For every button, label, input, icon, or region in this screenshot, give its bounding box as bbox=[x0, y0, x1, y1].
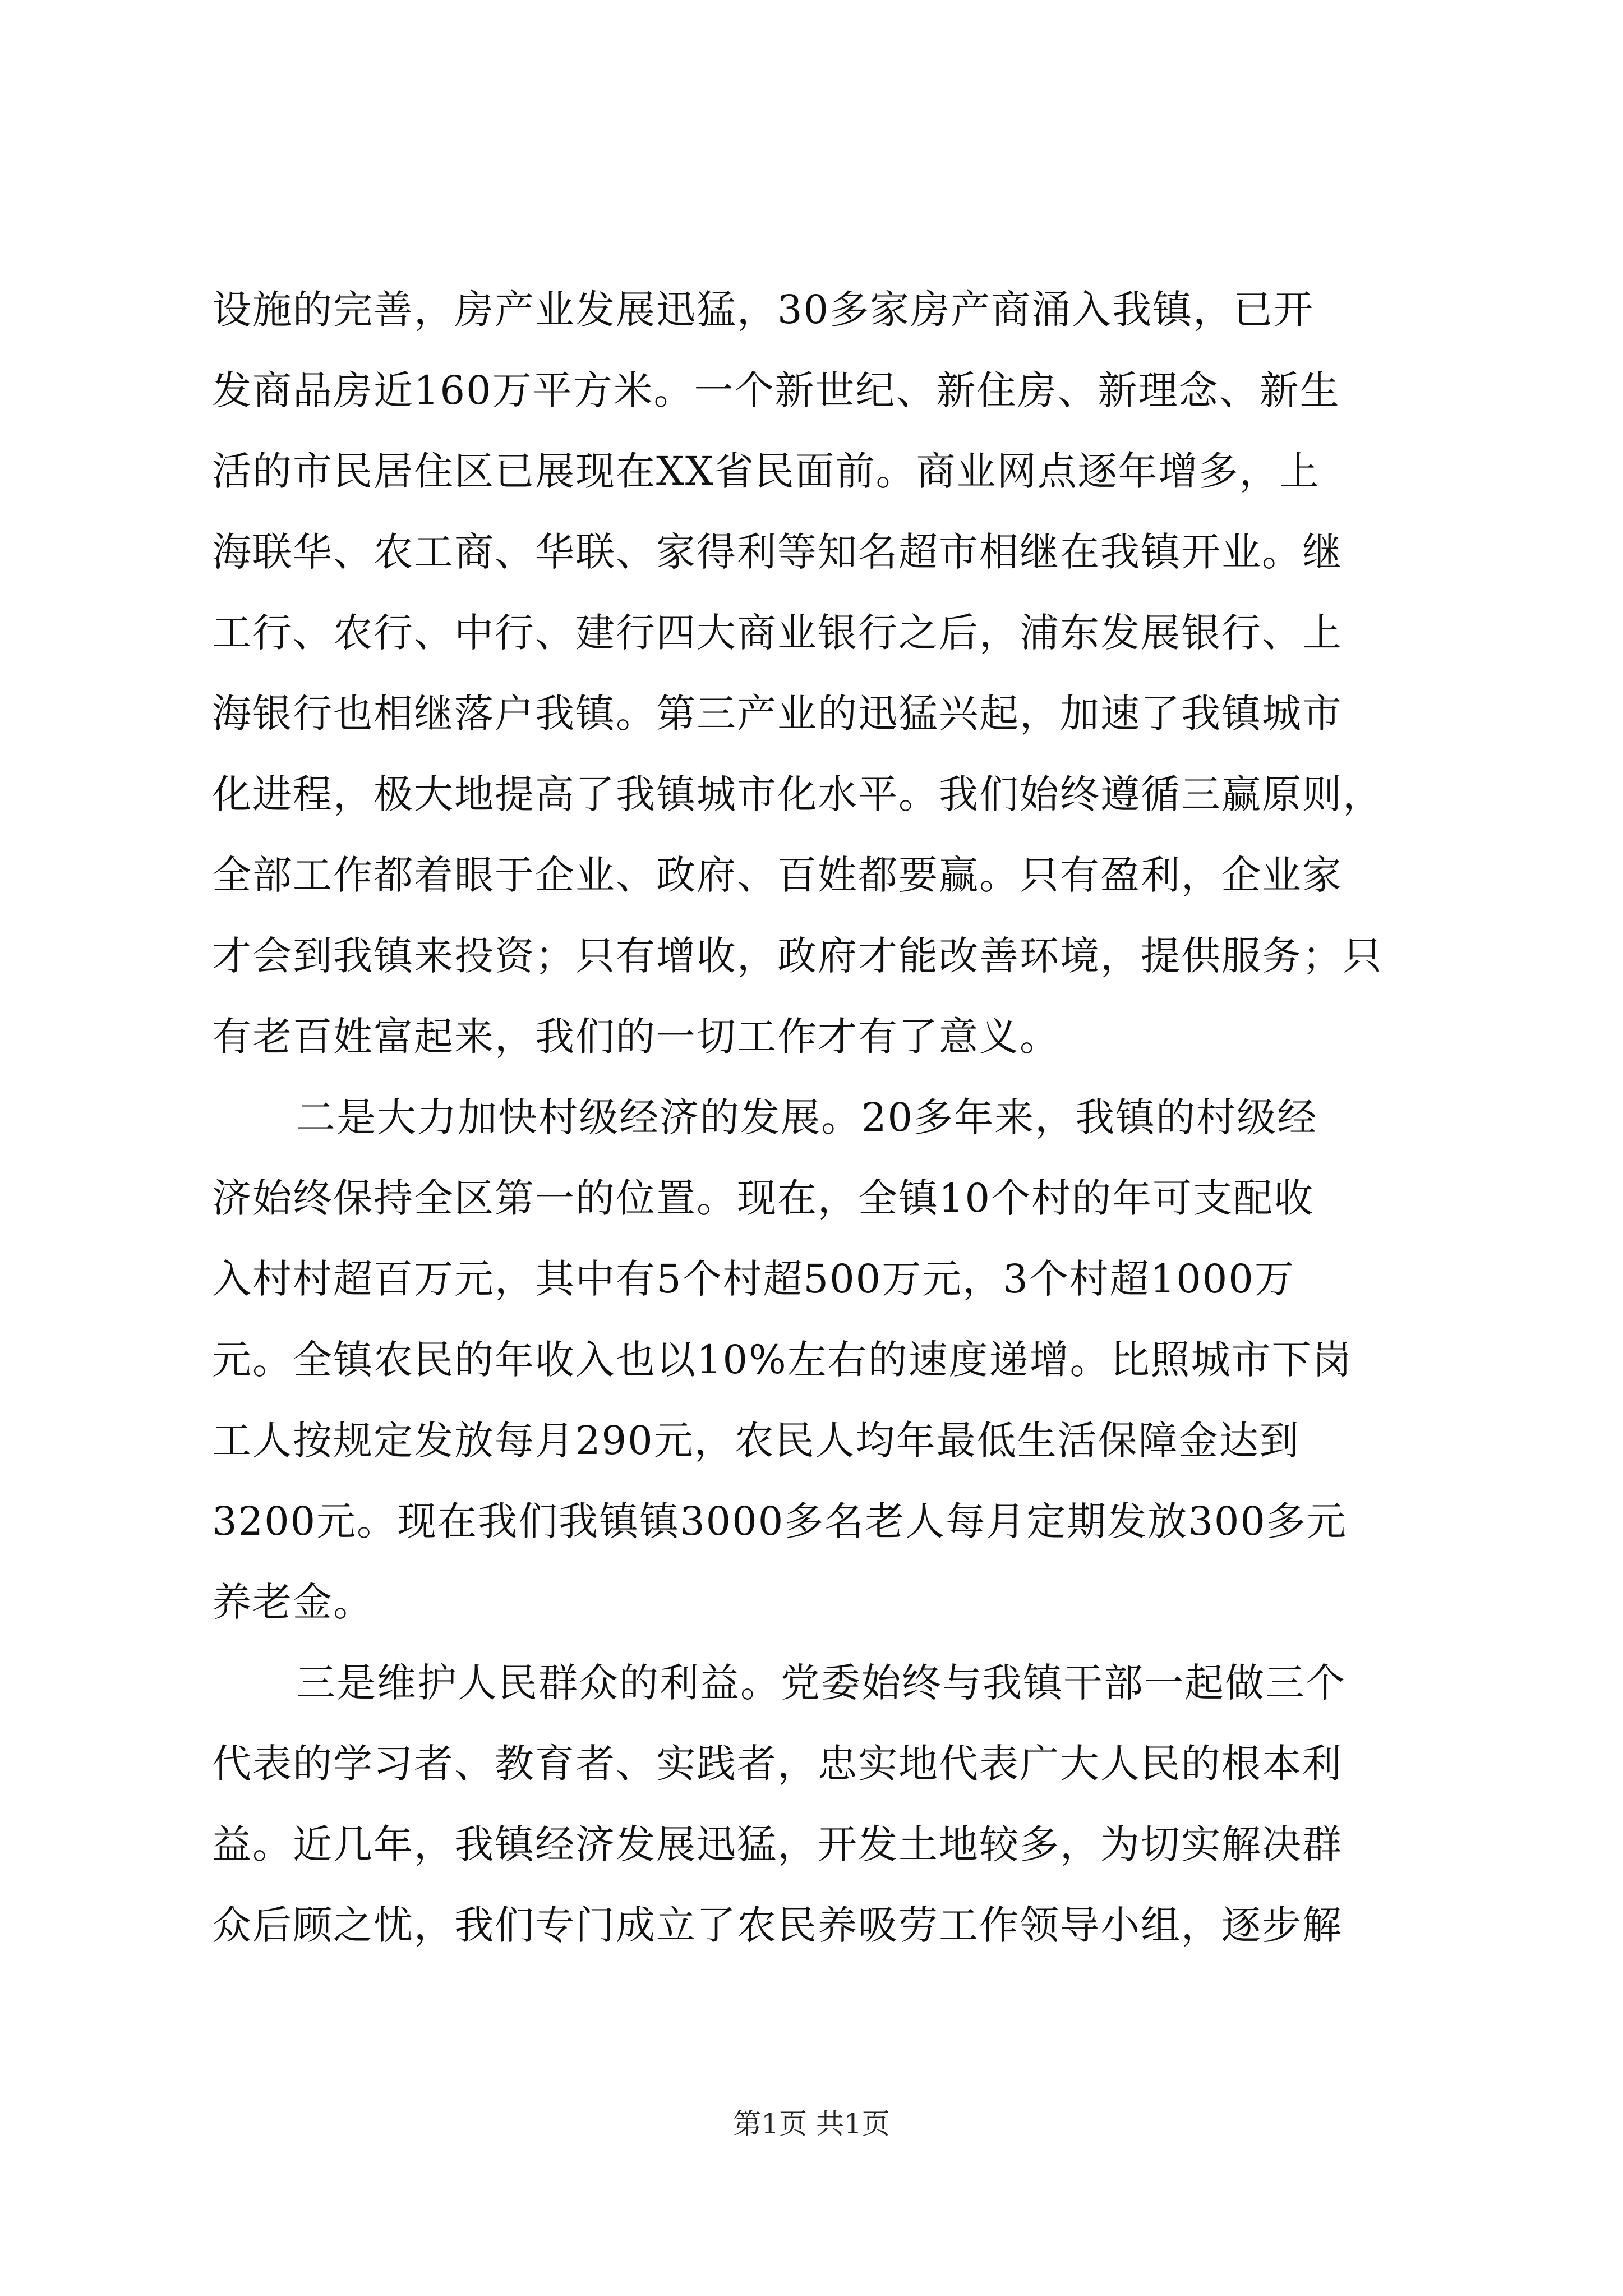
text-line: 代表的学习者、教育者、实践者，忠实地代表广大人民的根本利 bbox=[212, 1741, 1343, 1787]
page-footer: 第1页 共1页 bbox=[733, 2108, 890, 2140]
text-line: 活的市民居住区已展现在XX省民面前。商业网点逐年增多，上 bbox=[212, 448, 1320, 494]
text-line-indented: 二是大力加快村级经济的发展。20多年来，我镇的村级经 bbox=[296, 1094, 1318, 1140]
text-line: 发商品房近160万平方米。一个新世纪、新住房、新理念、新生 bbox=[212, 367, 1340, 413]
text-line: 工行、农行、中行、建行四大商业银行之后，浦东发展银行、上 bbox=[212, 610, 1343, 656]
text-line: 全部工作都着眼于企业、政府、百姓都要赢。只有盈利，企业家 bbox=[212, 852, 1343, 898]
text-line: 化进程，极大地提高了我镇城市化水平。我们始终遵循三赢原则， bbox=[212, 771, 1383, 817]
text-line: 元。全镇农民的年收入也以10%左右的速度递增。比照城市下岗 bbox=[212, 1337, 1353, 1383]
text-line: 工人按规定发放每月290元，农民人均年最低生活保障金达到 bbox=[212, 1418, 1300, 1464]
text-line: 养老金。 bbox=[212, 1579, 374, 1625]
body-text bbox=[212, 269, 1418, 1966]
text-line: 3200元。现在我们我镇镇3000多名老人每月定期发放300多元 bbox=[212, 1498, 1347, 1544]
text-line: 才会到我镇来投资；只有增收，政府才能改善环境，提供服务；只 bbox=[212, 933, 1383, 979]
text-line: 众后顾之忧，我们专门成立了农民养吸劳工作领导小组，逐步解 bbox=[212, 1902, 1343, 1948]
text-line: 益。近几年，我镇经济发展迅猛，开发土地较多，为切实解决群 bbox=[212, 1821, 1343, 1867]
text-line: 设施的完善，房产业发展迅猛，30多家房产商涌入我镇，已开 bbox=[212, 287, 1315, 333]
text-line: 海联华、农工商、华联、家得利等知名超市相继在我镇开业。继 bbox=[212, 529, 1343, 575]
text-line: 海银行也相继落户我镇。第三产业的迅猛兴起，加速了我镇城市 bbox=[212, 691, 1343, 737]
text-line-indented: 三是维护人民群众的利益。党委始终与我镇干部一起做三个 bbox=[296, 1660, 1346, 1706]
text-line: 济始终保持全区第一的位置。现在，全镇10个村的年可支配收 bbox=[212, 1175, 1315, 1221]
text-line: 有老百姓富起来，我们的一切工作才有了意义。 bbox=[212, 1014, 1060, 1060]
text-line: 入村村超百万元，其中有5个村超500万元，3个村超1000万 bbox=[212, 1256, 1295, 1302]
